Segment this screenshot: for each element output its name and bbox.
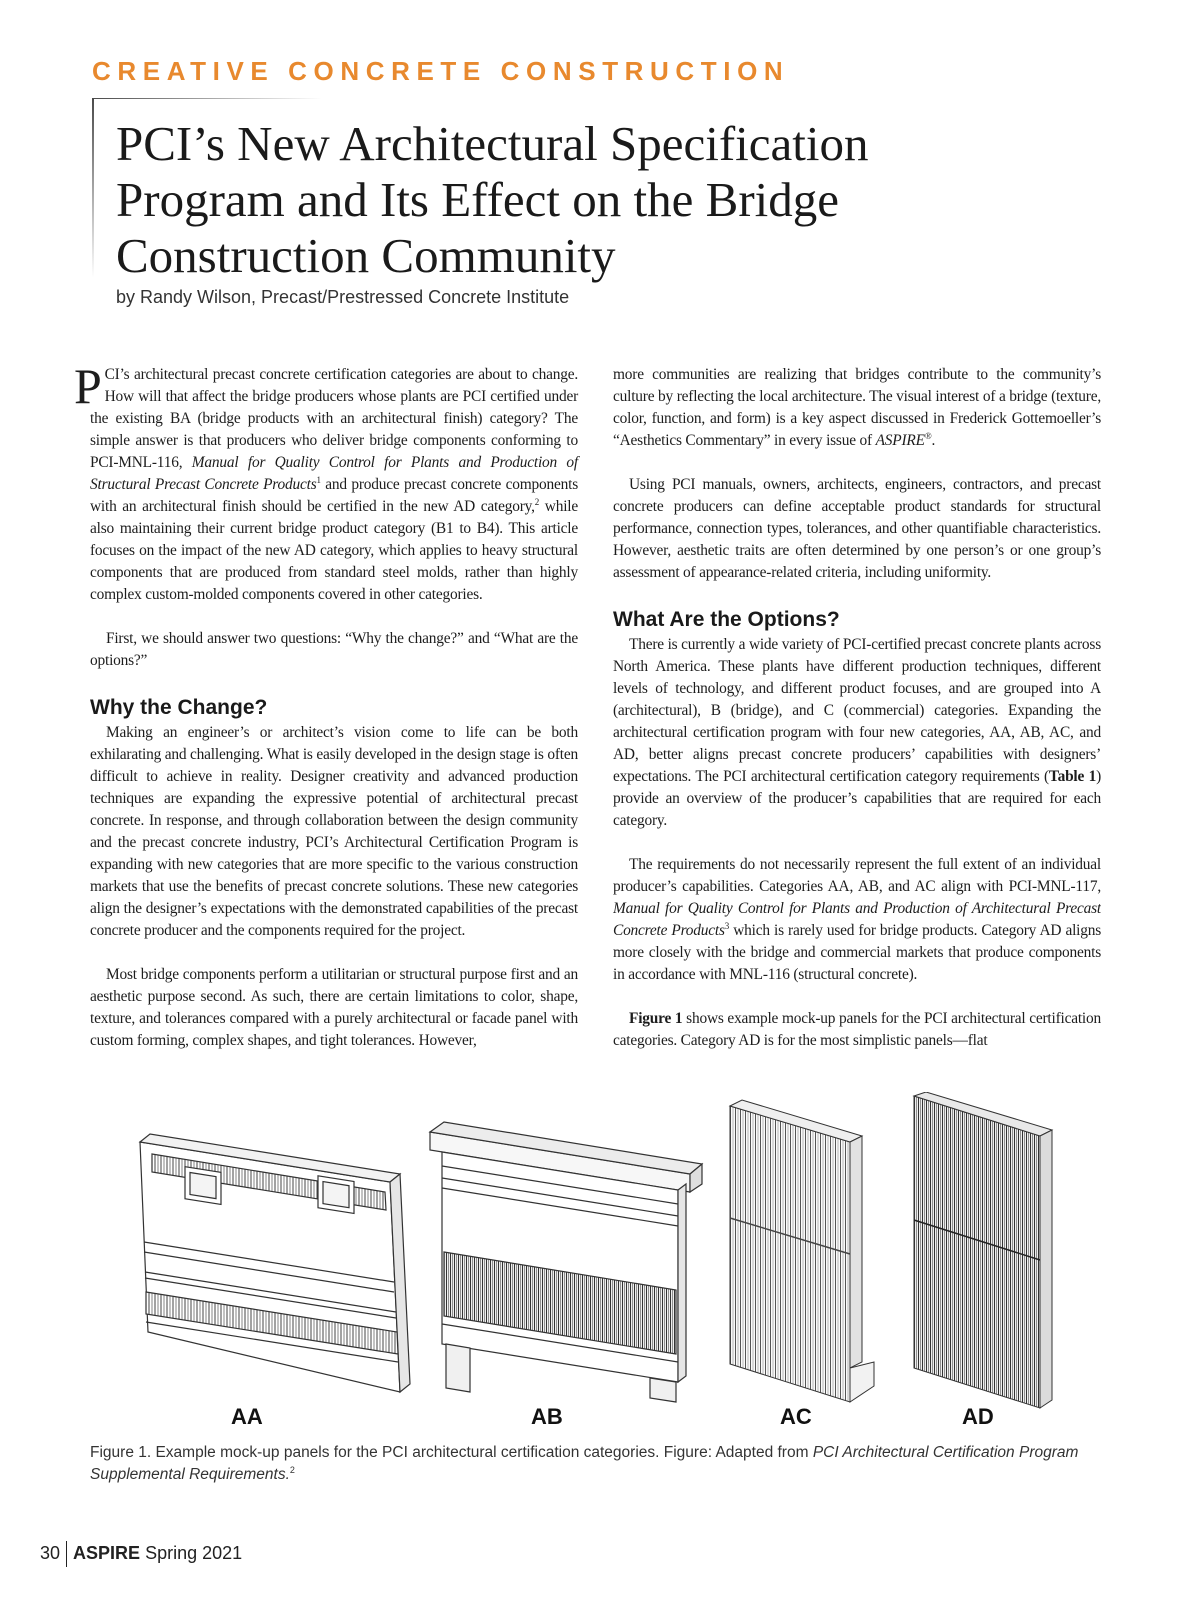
footnote-ref-2: 2 [534, 496, 540, 507]
manuals-paragraph: Using PCI manuals, owners, architects, engineers, contractors, and precast concrete producers can define acceptable product standards for structural performance, connection types, tolerances, and other quantifiable characteristics. However, aesthetic traits are often determined by one person’s or one group’s assessment of appearance-related criteria, including uniformity. [613, 476, 1101, 581]
manual-117-title: Manual for Quality Control for Plants and Production of Architectural Precast Concrete Products [613, 900, 1101, 939]
page-footer [40, 1541, 242, 1567]
section-heading-options: What Are the Options? [613, 608, 840, 631]
page-number: 30 [40, 1542, 61, 1563]
title-line-1: PCI’s New Architectural Specification [116, 116, 869, 171]
right-column [613, 364, 1101, 1090]
magazine-name-ref: ASPIRE [875, 432, 925, 449]
panel-label-ab: AB [531, 1404, 563, 1429]
panel-ad-drawing [914, 1092, 1052, 1408]
options-paragraph: There is currently a wide variety of PCI-certified precast concrete plants across North America. These plants have different production techniques, different levels of technology, and different product focuses, and are grouped into A (architectural), B (bridge), and C (commercial) categories. Expanding the architectural certification program with four new categories, AA, AB, AC, and AD, better aligns precast concrete producers’ capabilities with designers’ expectations. The PCI architectural certification category requirements (Table 1) provide an overview of the producer’s capabilities that are required for each category. [613, 636, 1101, 829]
figure-1-ref: Figure 1 [629, 1010, 683, 1027]
byline: by Randy Wilson, Precast/Prestressed Concrete Institute [116, 287, 570, 307]
panel-ac-drawing [730, 1100, 874, 1402]
footnote-ref-3: 3 [724, 920, 730, 931]
figure-1-illustration [130, 1092, 1090, 1412]
left-column [74, 358, 579, 1074]
bridge-components-paragraph: Most bridge components perform a utilitarian or structural purpose first and an aesthetic purpose second. As such, there are certain limitations to color, shape, texture, and tolerances compared with a purely architectural or facade panel with custom forming, complex shapes, and tight tolerances. However, [90, 966, 578, 1049]
panel-label-ad: AD [962, 1404, 994, 1429]
article-title [116, 116, 1116, 284]
title-line-3: Construction Community [116, 228, 616, 283]
panel-label-ac: AC [780, 1404, 812, 1429]
title-rule-top [92, 98, 322, 99]
figure-1-paragraph: Figure 1 shows example mock-up panels for the PCI architectural certification categories. Category AD is for the most simplistic panels—flat [613, 1010, 1101, 1049]
why-paragraph: Making an engineer’s or architect’s vision come to life can be both exhilarating and challenging. What is easily developed in the design stage is often difficult to achieve in reality. Designer creativity and advanced production techniques are expanding the expressive potential of architectural precast concrete. In response, and through collaboration between the design community and the precast concrete industry, PCI’s Architectural Certification Program is expanding with new categories that are more specific to the various construction markets that use the benefits of precast concrete solutions. These new categories align the designer’s expectations with the demonstrated capabilities of the precast concrete producer and the components required for the project. [90, 724, 578, 939]
intro-paragraph: PCI’s architectural precast concrete certification categories are about to change. How will that affect the bridge producers whose plants are PCI certified under the existing BA (bridge products with an architectural finish) category? The simple answer is that producers who deliver bridge components conforming to PCI-MNL-116, Manual for Quality Control for Plants and Production of Structural Precast Concrete Products$^1$ and produce precast concrete components with an architectural finish should be certified in the new AD category,$^2$ while also maintaining their current bridge product category (B1 to B4). This article focuses on the impact of the new AD category, which applies to heavy structural components that are produced from standard steel molds, rather than highly complex custom-molded components covered in other categories. [74, 358, 579, 603]
department-label: CREATIVE CONCRETE CONSTRUCTION [92, 56, 790, 86]
panel-ab-drawing [430, 1122, 702, 1402]
continued-paragraph: more communities are realizing that bridges contribute to the community’s culture by reflecting the local architecture. The visual interest of a bridge (texture, color, function, and form) is a key aspect discussed in Frederick Gottemoeller’s “Aesthetics Commentary” in every issue of ASPIRE®. [613, 366, 1101, 449]
section-heading-why: Why the Change? [90, 696, 268, 719]
footnote-ref-1: 1 [316, 474, 321, 485]
manual-116-title: Manual for Quality Control for Plants and Production of Structural Precast Concrete Products [90, 454, 579, 493]
footer-divider [66, 1541, 67, 1567]
requirements-paragraph: The requirements do not necessarily represent the full extent of an individual producer’s capabilities. Categories AA, AB, and AC align with PCI-MNL-117, Manual for Quality Control for Plants and Production of Architectural Precast Concrete Products$^3$ which is rarely used for bridge products. Category AD aligns more closely with the bridge and commercial markets that produce components in accordance with MNL-116 (structural concrete). [613, 856, 1101, 983]
panel-label-aa: AA [231, 1404, 263, 1429]
title-line-2: Program and Its Effect on the Bridge [116, 172, 840, 227]
figure-caption: Figure 1. Example mock-up panels for the PCI architectural certification categories. Figure: Adapted from PCI Architectural Certification Program Supplemental Requirements.$^2$ [90, 1444, 1079, 1483]
issue-label: Spring 2021 [145, 1542, 243, 1563]
title-rule-left [92, 98, 94, 278]
panel-aa-drawing [140, 1134, 410, 1392]
magazine-name: ASPIRE [73, 1542, 141, 1563]
table-1-ref: Table 1 [1048, 768, 1097, 785]
drop-cap: P [74, 358, 102, 414]
questions-paragraph: First, we should answer two questions: “Why the change?” and “What are the options?” [90, 630, 578, 669]
